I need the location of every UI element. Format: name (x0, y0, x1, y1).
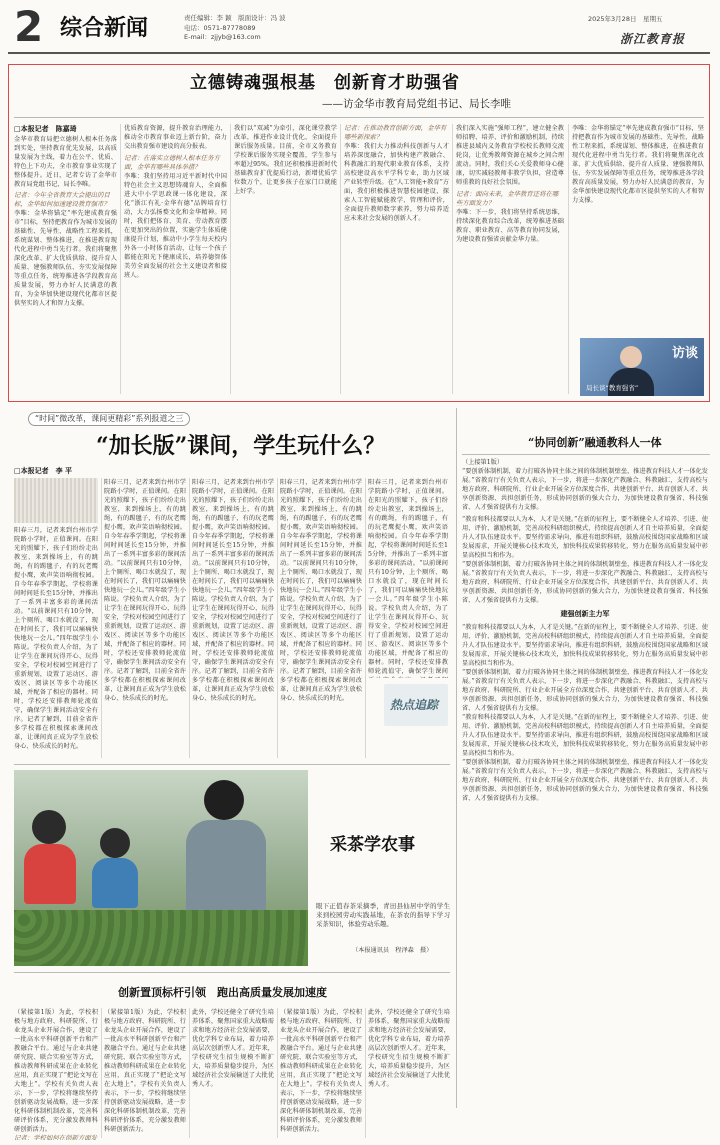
story-divider (365, 478, 366, 758)
child-body-icon (24, 844, 76, 904)
feature-question-2: 记者：在落实立德树人根本任务方面，金华有哪些具体举措？ (124, 154, 220, 171)
hot-topic-badge (384, 684, 448, 726)
column-sub-label: 局长谈“教育强省” (586, 384, 639, 392)
bottom-top-rule (14, 972, 450, 973)
story-byline: □本报记者 李 平 (14, 467, 73, 475)
bottom-divider (277, 1008, 278, 1138)
date-line: 2025年3月28日 星期五 (588, 15, 663, 23)
series-tag: “时间”微改革，课间更精彩”系列报道之三 (28, 412, 190, 426)
right-body-6: “教育和科技都要以人为本，人才是关键。”在新的征程上，要不断健全人才培养、引进、使用、评价、激励机制，完善高校科研组织模式，持续提高创新人才自主培养质量，全面提升人才队伍建设水平。要坚持需求导向，推进有组织科研，鼓励高校围绕国家战略和区域发展需求，开展关键核心技术攻关，加快科技成果转移转化，努力在服务高质量发展中彰显高校担当和作为。 (462, 714, 708, 757)
feature-title-rule (14, 117, 704, 118)
story-divider (101, 478, 102, 758)
story-photo-strip (14, 478, 98, 523)
feature-col6-text: 李唯：金华将锚定“率先建成教育强市”目标，坚持把教育作为城市发展的基础性、先导性、战略性工程来抓，系统谋划、整体推进，在推进教育现代化进程中勇当先行者。我们将聚焦深化改革、扩大优质供给、提升育人质量、建强教师队伍、夯实发展保障等重点任务，统筹推进各学段教育高质量发展，努力办好人民满意的教育，为金华加快建设现代化都市区提供坚实的人才和智力支撑。 (572, 125, 704, 204)
right-story-body (462, 458, 708, 1108)
feature-col5-text: 我们深入实施“强师工程”，建立健全教师招聘、培养、评价和激励机制，持续推进县域内义务教育学校校长教师交流轮岗，让优秀教师资源在城乡之间合理流动。同时，我们关心关爱教师身心健康，切实减轻教师非教学负担，营造尊师重教的良好社会氛围。 (456, 125, 564, 186)
paper-logo: 浙江教育报 (620, 32, 686, 46)
feature-byline: □本报记者 陈嘉琦 (14, 125, 77, 133)
right-body-1: “要创新体制机制，着力打破各协同主体之间的体制机制壁垒，推进教育科技人才一体化发展。”省教育厅有关负责人表示，下一步，将进一步深化产教融合、科教融汇，支持高校与地方政府、科研院所、行业企业开展全方位深度合作，共建创新平台、共育创新人才、共享创新资源、共担创新任务，形成协同创新的强大合力，为加快建设教育强省、科技强省、人才强省提供有力支撑。 (462, 468, 708, 511)
person-silhouette-icon (620, 346, 642, 368)
column-label: 访谈 (671, 346, 698, 361)
feature-divider (452, 124, 453, 394)
story-divider (189, 478, 190, 758)
section-title: 综合新闻 (60, 16, 149, 41)
story-divider (277, 478, 278, 758)
right-body-7: “要创新体制机制，着力打破各协同主体之间的体制机制壁垒，推进教育科技人才一体化发展。”省教育厅有关负责人表示，下一步，将进一步深化产教融合、科教融汇，支持高校与地方政府、科研院所、行业企业开展全方位深度合作，共建创新平台、共育创新人才、共享创新资源、共担创新任务，形成协同创新的强大合力，为加快建设教育强省、科技强省、人才强省提供有力支撑。 (462, 759, 708, 802)
feature-answer-4: 李唯：下一步，我们将坚持系统思维，持续深化教育综合改革，统筹推进基础教育、职业教育、高等教育协同发展，为建设教育强省贡献金华力量。 (456, 209, 564, 243)
story-column-5: 阳春三月，记者来到台州市学院路小学时，正值课间。在阳光的照耀下，孩子们纷纷走出教室，来到操场上，有的跳绳，有的踢毽子，有的玩老鹰捉小鹰，欢声笑语响彻校园。自今年春季学期起，学校将课间时间延长至15分钟，并推出了一系列丰富多彩的课间活动。“以前课间只有10分钟，上个厕所、喝口水就没了，现在时间长了，我们可以痛痛快快地玩一会儿。”四年级学生小陈说。学校负责人介绍，为了让学生在课间玩得开心、玩得安全，学校对校园空间进行了重新规划，设置了运动区、游戏区、阅读区等多个功能区域，并配备了相应的器材。同时，学校还安排教师轮流值守，确保学生课间 (368, 479, 448, 675)
feature-question-1: 记者：今年全省教育大会提出的目标，金华如何加速建设教育强市？ (14, 191, 110, 208)
photo-story-title: 采茶学农事 (330, 835, 415, 855)
feature-column-5 (456, 124, 564, 396)
hot-topic-badge-text: 热点追踪 (390, 698, 439, 712)
right-subhead: 建强创新主力军 (560, 610, 610, 618)
feature-divider (568, 124, 569, 394)
right-body-3: “要创新体制机制，着力打破各协同主体之间的体制机制壁垒，推进教育科技人才一体化发展。”省教育厅有关负责人表示，下一步，将进一步深化产教融合、科教融汇，支持高校与地方政府、科研院所、行业企业开展全方位深度合作，共建创新平台、共育创新人才、共享创新资源、共担创新任务，形成协同创新的强大合力，为加快建设教育强省、科技强省、人才强省提供有力支撑。 (462, 561, 708, 604)
feature-column-4 (344, 124, 449, 396)
child-body-icon (92, 858, 138, 908)
feature-col3-text: 我们以“双减”为牵引，深化课堂教学改革，推进作业设计优化，全面提升课后服务质量。目前，全市义务教育学校课后服务实现全覆盖，学生参与率超过95%。我们还积极推进新时代基础教育扩优提质行动，新增优质学位数万个，让更多孩子在家门口就能上好学。 (234, 125, 337, 195)
feature-divider (230, 124, 231, 394)
bottom-column-4: （紧接第1版）为此，学校积极与地方政府、科研院所、行业龙头企业开展合作，建设了一批高水平科研创新平台和产教融合平台。通过与企业共建研究院、联合实验室等方式，推动教师科研成果在企业转化应用，真正实现了“把论文写在大地上”。学校有关负责人表示，下一步，学校将继续坚持创新驱动发展战略，进一步深化科研体制机制改革，完善科研评价体系，充分激发教师科研创新活力。 (280, 1009, 362, 1133)
right-body-5: “要创新体制机制，着力打破各协同主体之间的体制机制壁垒，推进教育科技人才一体化发展。”省教育厅有关负责人表示，下一步，将进一步深化产教融合、科教融汇，支持高校与地方政府、科研院所、行业企业开展全方位深度合作，共建创新平台、共育创新人才、共享创新资源、共担创新任务，形成协同创新的强大合力，为加快建设教育强省、科技强省、人才强省提供有力支撑。 (462, 669, 708, 712)
tea-bush-icon (14, 910, 308, 966)
bottom-divider (189, 1008, 190, 1138)
feature-column-1 (14, 124, 117, 396)
child-figure-icon (32, 810, 66, 844)
feature-column-6 (572, 124, 704, 334)
feature-col2-text: 优质教育资源，提升教育治理能力，推动全市教育事业迈上新台阶，奋力交出教育强市建设的高分报表。 (124, 125, 227, 150)
story-column-4: 阳春三月，记者来到台州市学院路小学时，正值课间。在阳光的照耀下，孩子们纷纷走出教室，来到操场上，有的跳绳，有的踢毽子，有的玩老鹰捉小鹰，欢声笑语响彻校园。自今年春季学期起，学校将课间时间延长至15分钟，并推出了一系列丰富多彩的课间活动。“以前课间只有10分钟，上个厕所、喝口水就没了，现在时间长了，我们可以痛痛快快地玩一会儿。”四年级学生小陈说。学校负责人介绍，为了让学生在课间玩得开心、玩得安全，学校对校园空间进行了重新规划，设置了运动区、游戏区、阅读区等多个功能区域，并配备了相应的器材。同时，学校还安排教师轮流值守，确保学生课间活动安全有序。记者了解到，目前全省许多学校都在积极探索课间改革，让课间真正成为学生放松身心、快乐成长的时光。 (280, 479, 362, 702)
feature-subtitle: ——访金华市教育局党组书记、局长李唯 (322, 98, 511, 110)
tea-picking-photo (14, 770, 308, 966)
child-figure-icon (100, 828, 130, 858)
photo-story-caption: 眼下正值春茶采摘季，青田县仙居中学的学生来到校园劳动实践基地，在茶农的指导下学习采茶知识，体验劳动乐趣。 (316, 902, 450, 928)
bottom-question: 记者：学校如何在创新方面发 (14, 1134, 98, 1140)
email-line: E-mail：zjjyb@163.com (184, 33, 261, 41)
bottom-column-3: 此外，学校还健全了研究生培养体系，聚焦国家重大战略需求和地方经济社会发展需要，优化学科专业布局，着力培养高层次创新型人才。近年来，学校研究生招生规模不断扩大，培养质量稳步提升，为区域经济社会发展输送了大批优秀人才。 (192, 1009, 274, 1088)
feature-answer-1: 李唯：金华将锚定“率先建成教育强市”目标，坚持把教育作为城市发展的基础性、先导性、战略性工程来抓，系统谋划、整体推进，在推进教育现代化进程中勇当先行者。我们将聚焦深化改革、扩大优质供给、提升育人质量、建强教师队伍、夯实发展保障等重点任务，统筹推进各学段教育高质量发展，努力办好人民满意的教育，为金华加快建设现代化都市区提供坚实的人才和智力支撑。 (14, 210, 117, 307)
phone-line: 电话：0571-87778089 (184, 23, 256, 32)
feature-question-3: 记者：在推动教育创新方面，金华有哪些新探索？ (344, 124, 447, 141)
photo-story-credit: （本报通讯员 程泽森 摄） (352, 947, 433, 954)
bottom-story-title: 创新置顶标杆引领 跑出高质量发展加速度 (118, 986, 327, 999)
story-column-2: 阳春三月，记者来到台州市学院路小学时，正值课间。在阳光的照耀下，孩子们纷纷走出教室，来到操场上，有的跳绳，有的踢毽子，有的玩老鹰捉小鹰，欢声笑语响彻校园。自今年春季学期起，学校将课间时间延长至15分钟，并推出了一系列丰富多彩的课间活动。“以前课间只有10分钟，上个厕所、喝口水就没了，现在时间长了，我们可以痛痛快快地玩一会儿。”四年级学生小陈说。学校负责人介绍，为了让学生在课间玩得开心、玩得安全，学校对校园空间进行了重新规划，设置了运动区、游戏区、阅读区等多个功能区域，并配备了相应的器材。同时，学校还安排教师轮流值守，确保学生课间活动安全有序。记者了解到，目前全省许多学校都在积极探索课间改革，让课间真正成为学生放松身心、快乐成长的时光。 (104, 479, 186, 702)
bottom-body-1: （紧接第1版）为此，学校积极与地方政府、科研院所、行业龙头企业开展合作，建设了一批高水平科研创新平台和产教融合平台。通过与企业共建研究院、联合实验室等方式，推动教师科研成果在企业转化应用，真正实现了“把论文写在大地上”。学校有关负责人表示，下一步，学校将继续坚持创新驱动发展战略，进一步深化科研体制机制改革，完善科研评价体系，充分激发教师科研创新活力。 (14, 1009, 98, 1133)
feature-column-2 (124, 124, 227, 396)
right-title-rule (462, 454, 710, 455)
page-number: 2 (14, 2, 44, 51)
bottom-divider (365, 1008, 366, 1138)
feature-divider (120, 124, 121, 394)
right-intro: （上接第1版） (462, 459, 504, 466)
right-body-2: “教育和科技都要以人为本，人才是关键。”在新的征程上，要不断健全人才培养、引进、使用、评价、激励机制，完善高校科研组织模式，持续提高创新人才自主培养质量，全面提升人才队伍建设水平。要坚持需求导向，推进有组织科研，鼓励高校围绕国家战略和区域发展需求，开展关键核心技术攻关，加快科技成果转移转化，努力在服务高质量发展中彰显高校担当和作为。 (462, 516, 708, 559)
feature-intro: 金华市教育局把立德树人根本任务落到实处，坚持教育优先发展，以高质量发展为主线，着力在公平、优质、特色上下功夫，全市教育事业实现了整体提升。近日，记者专访了金华市教育局党组书记、局长李唯。 (14, 136, 117, 188)
photo-story-top-rule (14, 764, 450, 765)
section-divider (456, 408, 457, 1108)
right-story-title: “协同创新”融通教科人一体 (528, 436, 662, 449)
feature-question-4: 记者：面向未来，金华教育还将在哪些方面发力？ (456, 190, 559, 207)
feature-column-3 (234, 124, 337, 396)
feature-answer-2: 李唯：我们坚持用习近平新时代中国特色社会主义思想铸魂育人，全面推进大中小学思政课一体化建设，深化“浙江有礼·金华有德”品牌培育行动，大力弘扬婺文化和金华精神。同时，我们把体育、美育、劳动教育摆在更加突出的位置，实施学生体质健康提升计划，推动中小学生每天校内外各一小时体育活动，让每一个孩子都能在阳光下健康成长，培养德智体美劳全面发展的社会主义建设者和接班人。 (124, 173, 227, 279)
feature-title: 立德铸魂强根基 创新育才助强省 (190, 73, 460, 93)
bottom-column-1 (14, 1008, 98, 1140)
right-body-4: “教育和科技都要以人为本，人才是关键。”在新的征程上，要不断健全人才培养、引进、使用、评价、激励机制，完善高校科研组织模式，持续提高创新人才自主培养质量，全面提升人才队伍建设水平。要坚持需求导向，推进有组织科研，鼓励高校围绕国家战略和区域发展需求，开展关键核心技术攻关，加快科技成果转移转化，努力在服务高质量发展中彰显高校担当和作为。 (462, 624, 708, 667)
editor-line: 责任编辑：李 颖 版面设计：冯 波 (184, 14, 286, 22)
portrait-photo (580, 338, 704, 396)
bottom-column-2: （紧接第1版）为此，学校积极与地方政府、科研院所、行业龙头企业开展合作，建设了一批高水平科研创新平台和产教融合平台。通过与企业共建研究院、联合实验室等方式，推动教师科研成果在企业转化应用，真正实现了“把论文写在大地上”。学校有关负责人表示，下一步，学校将继续坚持创新驱动发展战略，进一步深化科研体制机制改革，完善科研评价体系，充分激发教师科研创新活力。 (104, 1009, 186, 1133)
story-column-3: 阳春三月，记者来到台州市学院路小学时，正值课间。在阳光的照耀下，孩子们纷纷走出教室，来到操场上，有的跳绳，有的踢毽子，有的玩老鹰捉小鹰，欢声笑语响彻校园。自今年春季学期起，学校将课间时间延长至15分钟，并推出了一系列丰富多彩的课间活动。“以前课间只有10分钟，上个厕所、喝口水就没了，现在时间长了，我们可以痛痛快快地玩一会儿。”四年级学生小陈说。学校负责人介绍，为了让学生在课间玩得开心、玩得安全，学校对校园空间进行了重新规划，设置了运动区、游戏区、阅读区等多个功能区域，并配备了相应的器材。同时，学校还安排教师轮流值守，确保学生课间活动安全有序。记者了解到，目前全省许多学校都在积极探索课间改革，让课间真正成为学生放松身心、快乐成长的时光。 (192, 479, 274, 702)
story-title: “加长版”课间，学生玩什么？ (96, 433, 386, 459)
bottom-column-5: 此外，学校还健全了研究生培养体系，聚焦国家重大战略需求和地方经济社会发展需要，优化学科专业布局，着力培养高层次创新型人才。近年来，学校研究生招生规模不断扩大，培养质量稳步提升，为区域经济社会发展输送了大批优秀人才。 (368, 1009, 450, 1088)
teacher-figure-icon (204, 780, 244, 820)
editor-info (184, 14, 286, 43)
feature-answer-3: 李唯：我们大力推动科技创新与人才培养深度融合，加快构建产教融合、科教融汇的现代职业教育体系，支持高校建设高水平学科专业，助力区域产业转型升级。在“人工智能+教育”方面，我们积极推进智慧校园建设，探索人工智能赋能教学、管理和评价，全面提升教师数字素养，努力培养适应未来社会发展的创新人才。 (344, 143, 449, 222)
story-column-1: 阳春三月，记者来到台州市学院路小学时，正值课间。在阳光的照耀下，孩子们纷纷走出教室，来到操场上，有的跳绳，有的踢毽子，有的玩老鹰捉小鹰，欢声笑语响彻校园。自今年春季学期起，学校将课间时间延长至15分钟，并推出了一系列丰富多彩的课间活动。“以前课间只有10分钟，上个厕所、喝口水就没了，现在时间长了，我们可以痛痛快快地玩一会儿。”四年级学生小陈说。学校负责人介绍，为了让学生在课间玩得开心、玩得安全，学校对校园空间进行了重新规划，设置了运动区、游戏区、阅读区等多个功能区域，并配备了相应的器材。同时，学校还安排教师轮流值守，确保学生课间活动安全有序。记者了解到，目前全省许多学校都在积极探索课间改革，让课间真正成为学生放松身心、快乐成长的时光。 (14, 527, 98, 750)
feature-divider (340, 124, 341, 394)
bottom-divider (101, 1008, 102, 1138)
masthead-rule (8, 52, 710, 54)
